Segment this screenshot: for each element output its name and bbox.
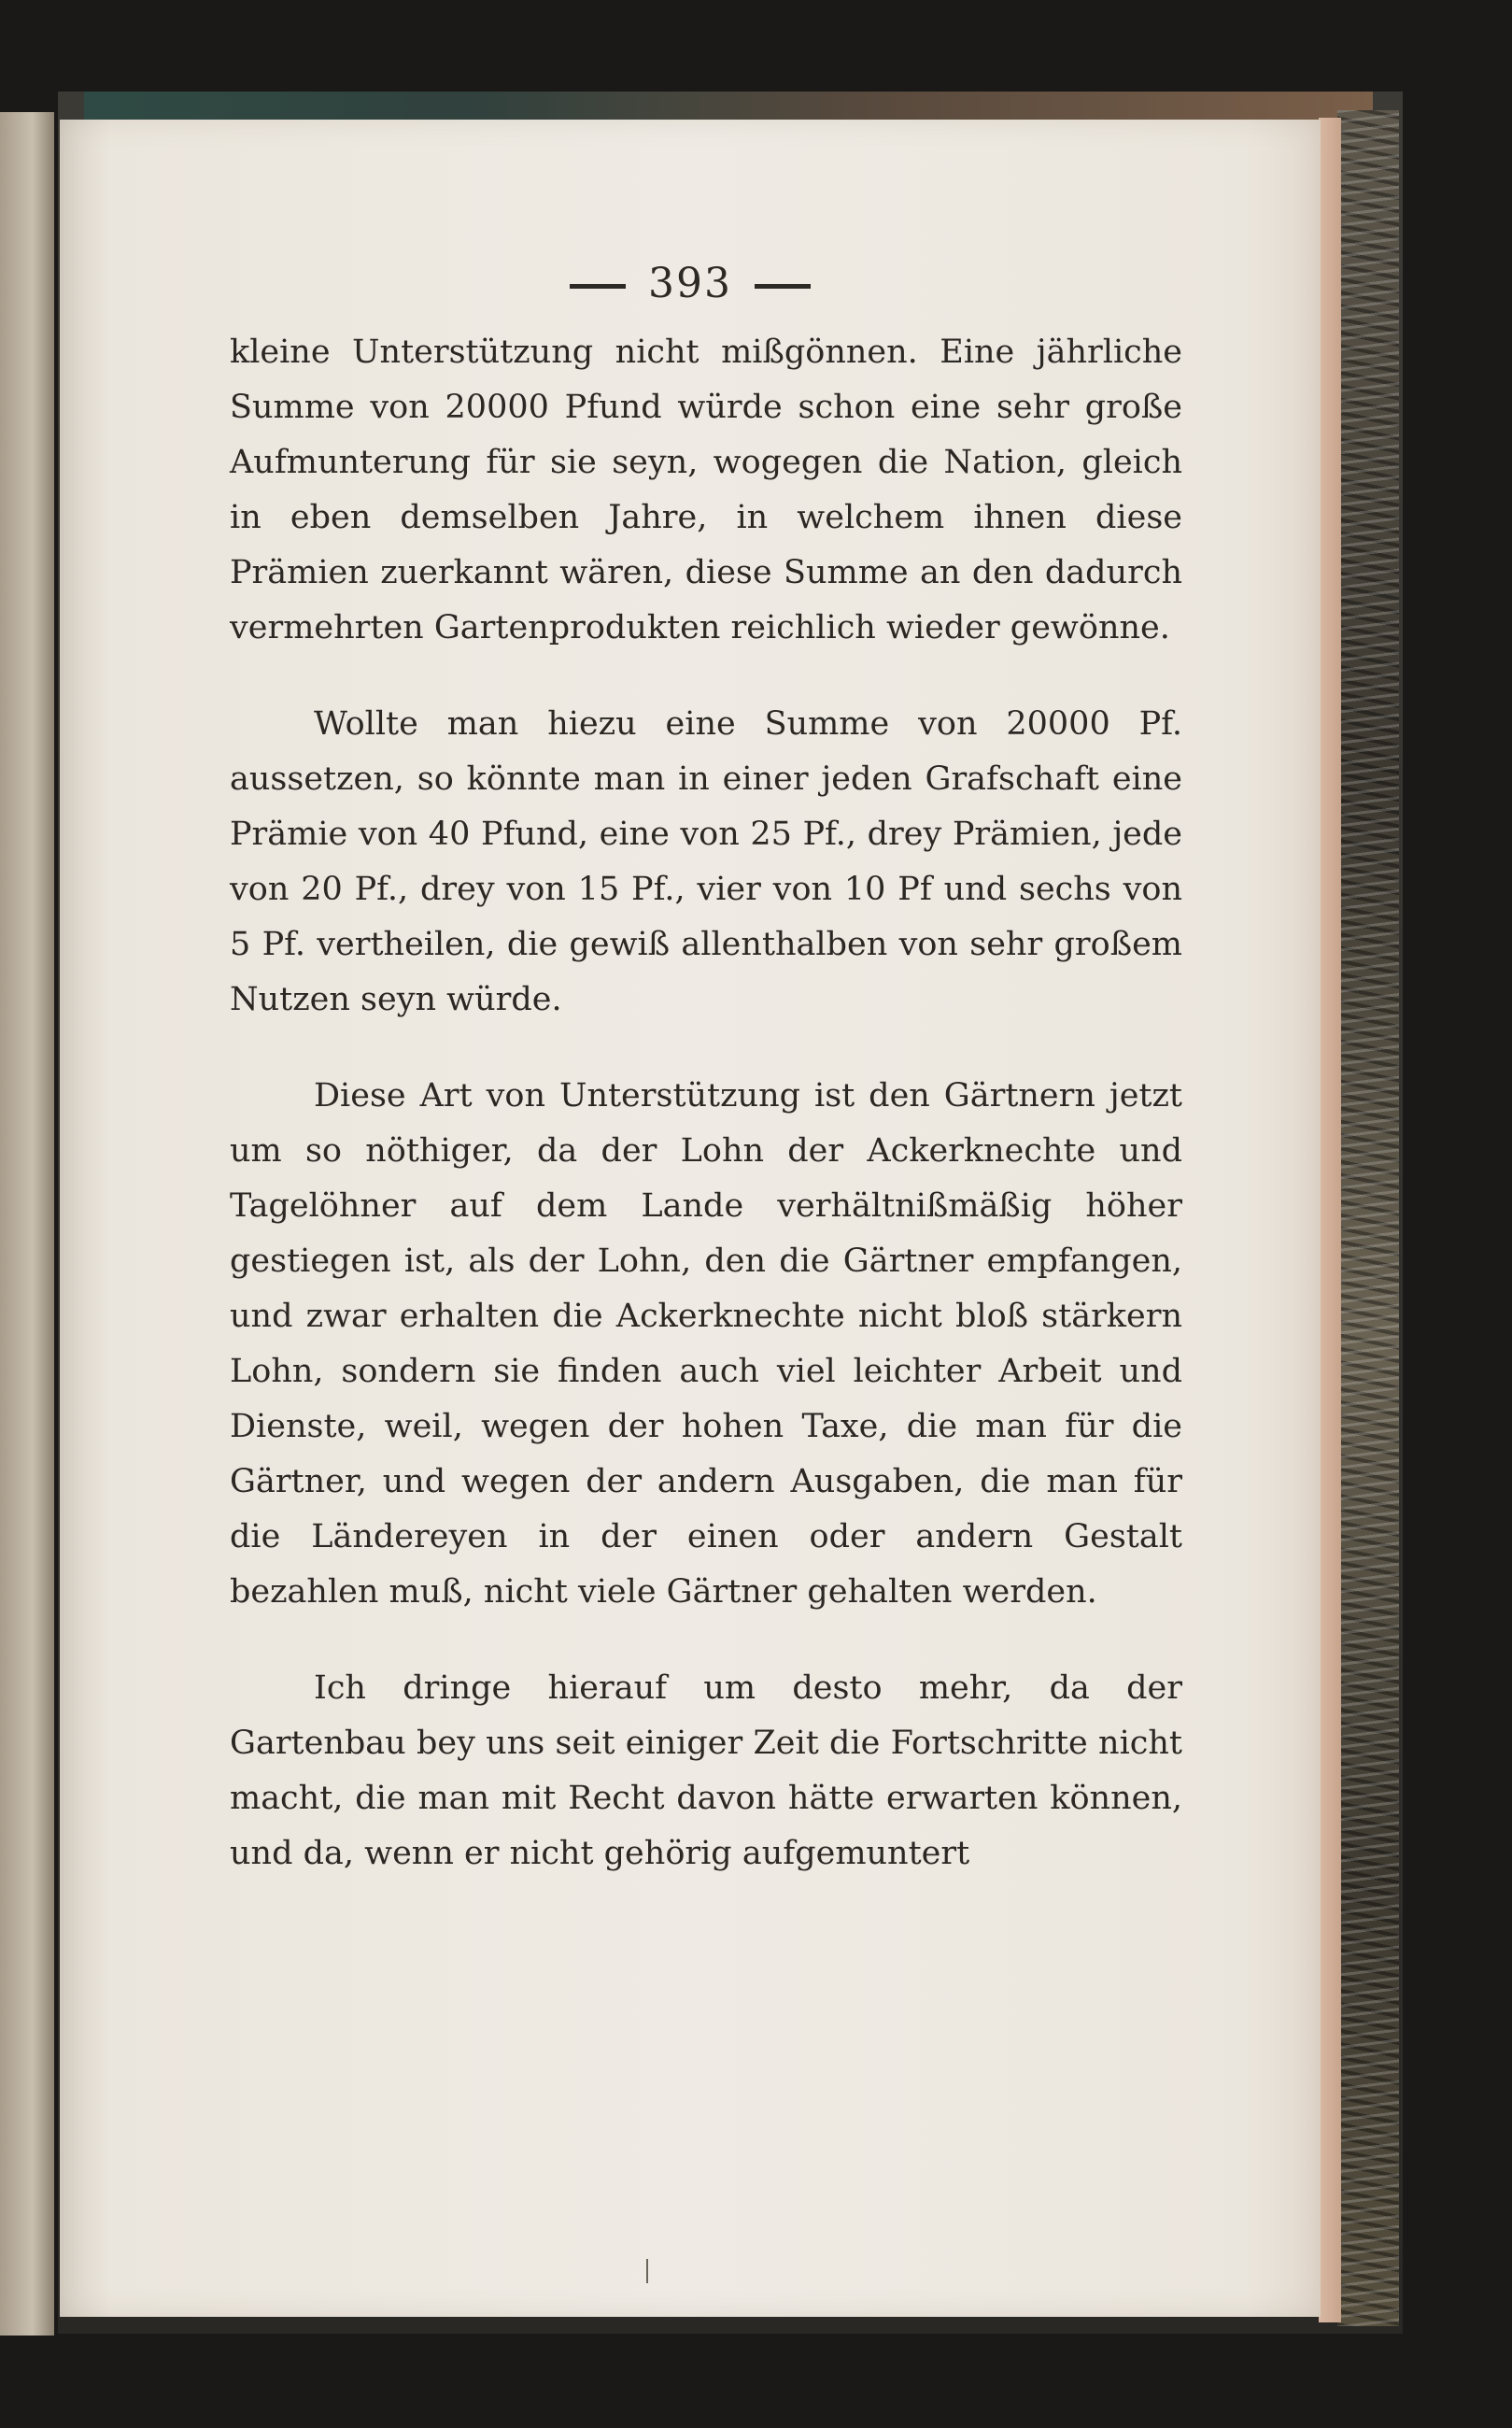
page-header [60,260,1321,307]
page-mark [646,2259,648,2283]
body-text [230,325,1182,1881]
paragraph-2: Wollte man hiezu eine Summe von 20000 Pf. aussetzen, so könnte man in einer jeden Grafschaft eine Prämie von 40 Pfund, eine von 25 Pf., drey Prämien, jede von 20 Pf., drey von 15 Pf., vier von 10 Pf und sechs von 5 Pf. vertheilen, die gewiß allenthalben von sehr großem Nutzen seyn würde. [230,705,1182,1018]
book-top-edge [84,92,1373,123]
marbled-fore-edge [1337,110,1399,2326]
paragraph-1: kleine Unterstützung nicht mißgönnen. Eine jährliche Summe von 20000 Pfund würde schon eine sehr große Aufmunterung für sie seyn, wogegen die Nation, gleich in eben demselben Jahre, in welchem ihnen diese Prämien zuerkannt wären, diese Summe an den dadurch vermehrten Gartenprodukten reichlich wieder gewönne. [230,334,1182,646]
book-page [60,120,1321,2317]
header-dash-left [570,284,626,289]
previous-page-edge [0,112,54,2336]
paragraph-3: Diese Art von Unterstützung ist den Gärtnern jetzt um so nöthiger, da der Lohn der Ackerknechte und Tagelöhner auf dem Lande verhältnißmäßig höher gestiegen ist, als der Lohn, den die Gärtner empfangen, und zwar erhalten die Ackerknechte nicht bloß stärkern Lohn, sondern sie finden auch viel leichter Arbeit und Dienste, weil, wegen der hohen Taxe, die man für die Gärtner, und wegen der andern Ausgaben, die man für die Ländereyen in der einen oder andern Gestalt bezahlen muß, nicht viele Gärtner gehalten werden. [230,1077,1182,1611]
page-number: 393 [648,260,732,307]
paragraph-4: Ich dringe hierauf um desto mehr, da der Gartenbau bey uns seit einiger Zeit die Fortschritte nicht macht, die man mit Recht davon hätte erwarten können, und da, wenn er nicht gehörig aufgemuntert [230,1669,1182,1872]
header-dash-right [755,284,811,289]
page-edge-strip [1319,118,1341,2322]
